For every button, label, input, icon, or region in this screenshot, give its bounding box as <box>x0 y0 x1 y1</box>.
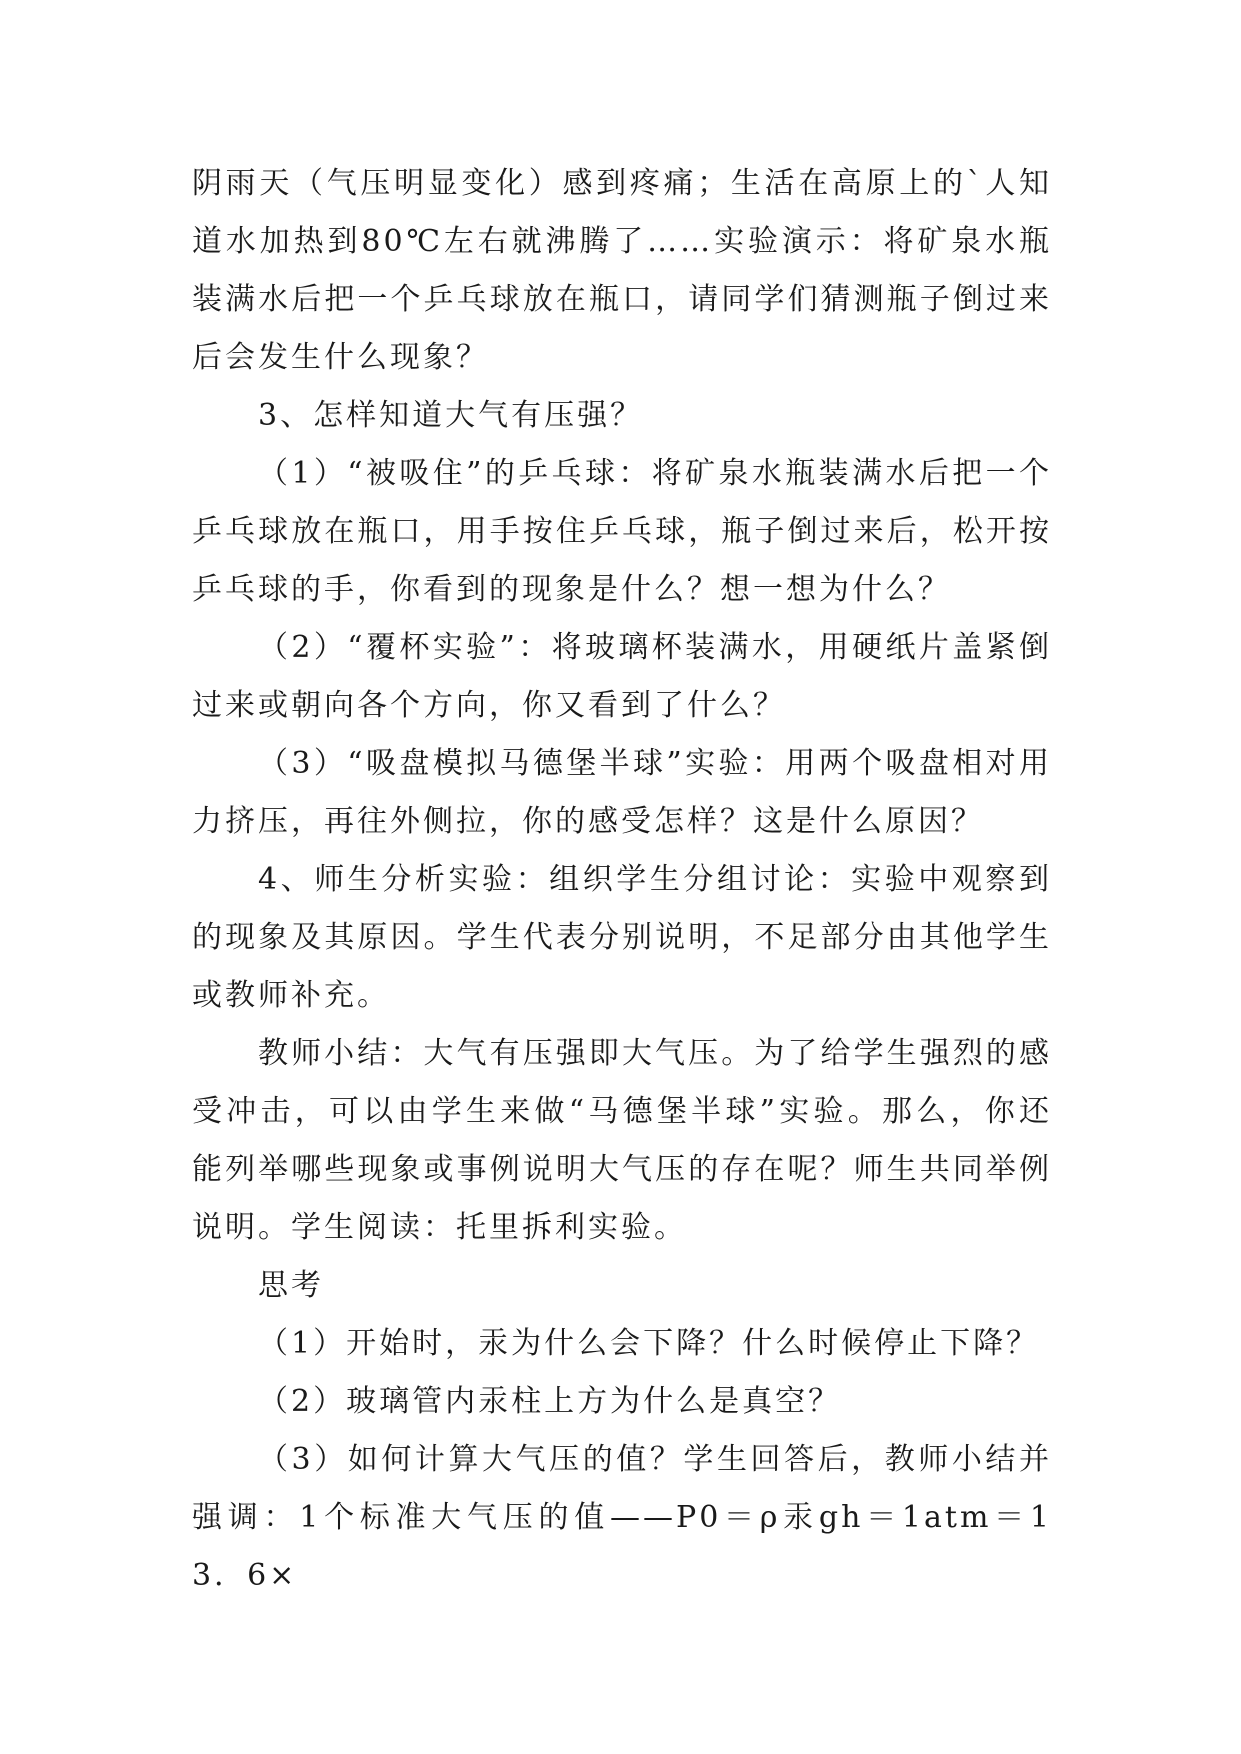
paragraph-4: （2）“覆杯实验”：将玻璃杯装满水，用硬纸片盖紧倒过来或朝向各个方向，你又看到了什么？ <box>192 630 1052 723</box>
paragraph-5: （3）“吸盘模拟马德堡半球”实验：用两个吸盘相对用力挤压，再往外侧拉，你的感受怎样？这是什么原因？ <box>192 746 1052 839</box>
paragraph-11: （3）如何计算大气压的值？学生回答后，教师小结并强调：1个标准大气压的值——P0＝ρ汞gh＝1atm＝13．6× <box>192 1442 1052 1593</box>
paragraph-1: 阴雨天（气压明显变化）感到疼痛；生活在高原上的`人知道水加热到80℃左右就沸腾了……实验演示：将矿泉水瓶装满水后把一个乒乓球放在瓶口，请同学们猜测瓶子倒过来后会发生什么现象？ <box>192 166 1052 375</box>
paragraph-7: 教师小结：大气有压强即大气压。为了给学生强烈的感受冲击，可以由学生来做“马德堡半球”实验。那么，你还能列举哪些现象或事例说明大气压的存在呢？师生共同举例说明。学生阅读：托里拆利实验。 <box>192 1036 1052 1245</box>
paragraph-10: （2）玻璃管内汞柱上方为什么是真空？ <box>258 1384 842 1419</box>
paragraph-8: 思考 <box>258 1268 324 1303</box>
paragraph-9: （1）开始时，汞为什么会下降？什么时候停止下降？ <box>258 1326 1040 1361</box>
paragraph-3: （1）“被吸住”的乒乓球：将矿泉水瓶装满水后把一个乒乓球放在瓶口，用手按住乒乓球，瓶子倒过来后，松开按乒乓球的手，你看到的现象是什么？想一想为什么？ <box>192 456 1052 607</box>
paragraph-6: 4、师生分析实验：组织学生分组讨论：实验中观察到的现象及其原因。学生代表分别说明，不足部分由其他学生或教师补充。 <box>192 862 1052 1013</box>
document-body <box>192 155 1052 1605</box>
paragraph-2: 3、怎样知道大气有压强？ <box>258 398 644 433</box>
